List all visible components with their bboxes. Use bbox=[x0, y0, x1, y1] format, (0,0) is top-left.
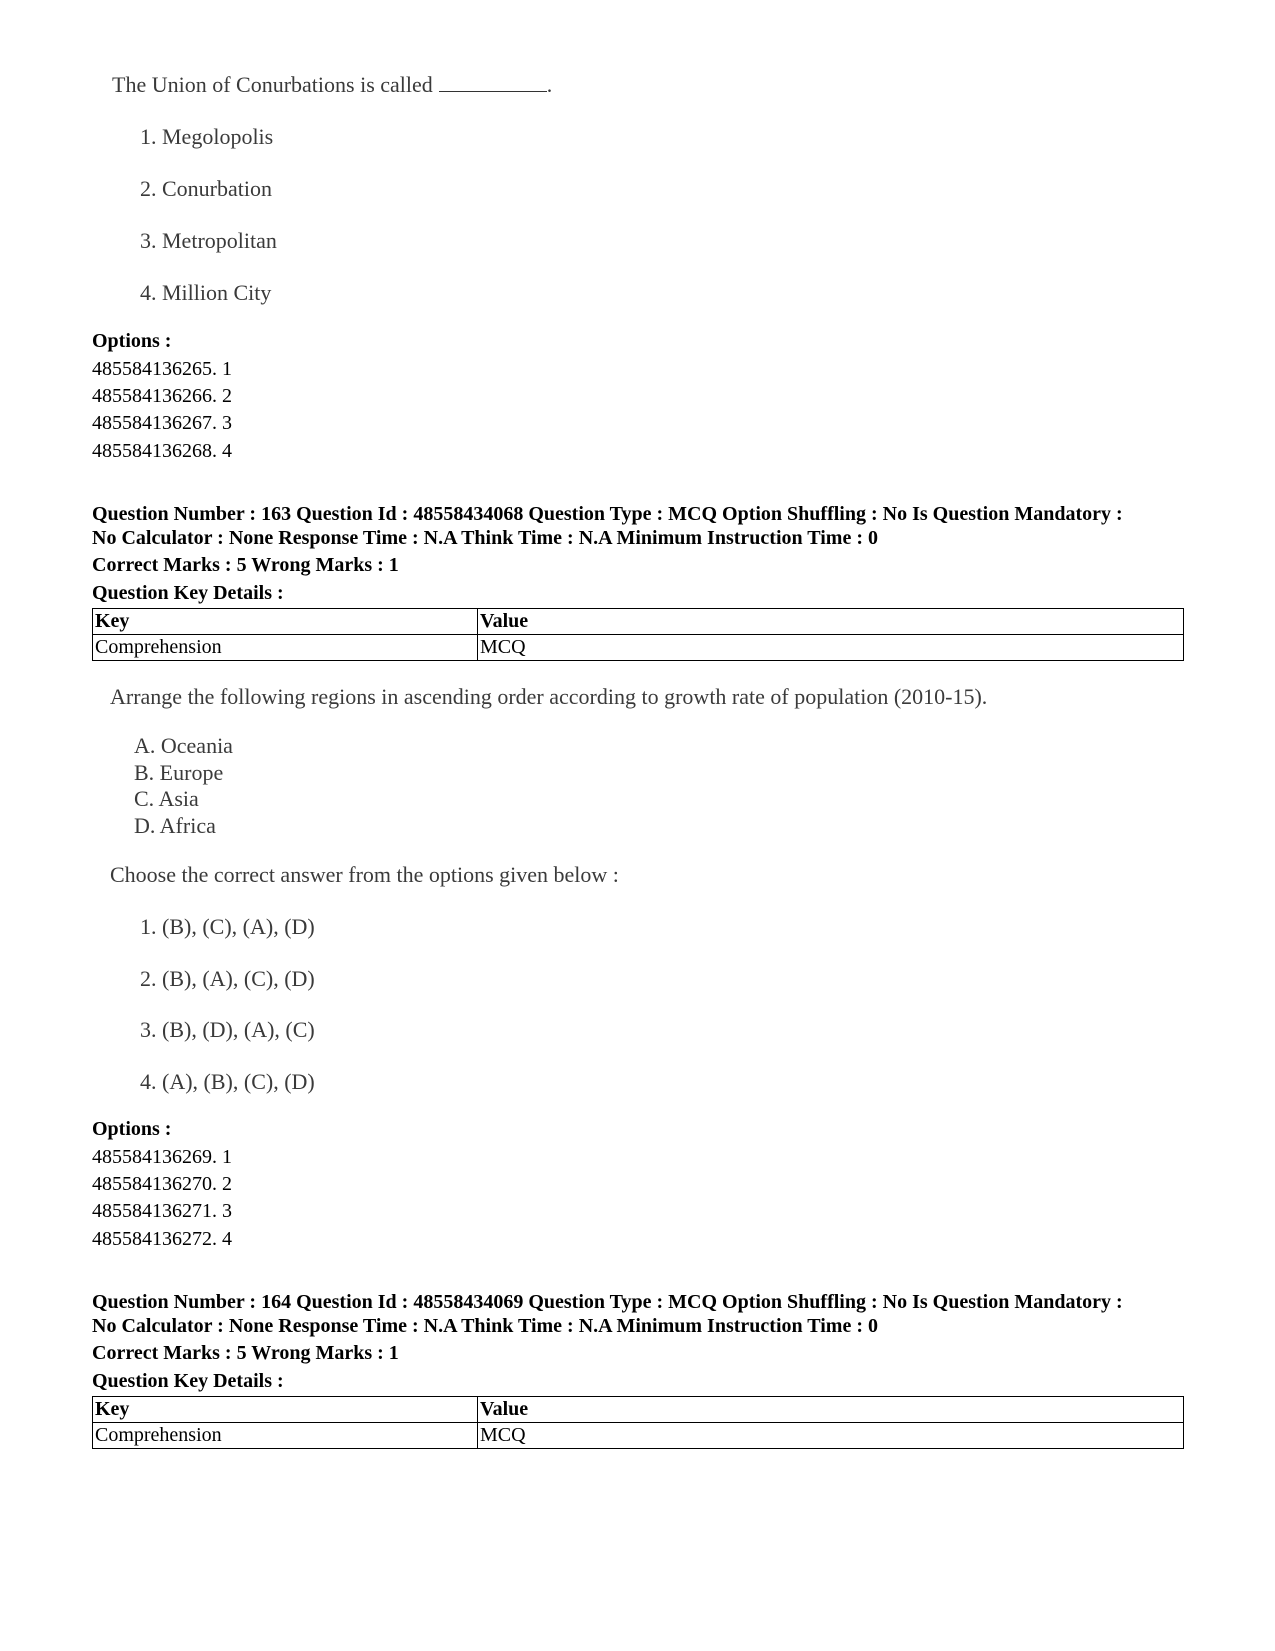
marks: Correct Marks : 5 Wrong Marks : 1 bbox=[92, 1342, 399, 1364]
marks: Correct Marks : 5 Wrong Marks : 1 bbox=[92, 554, 399, 576]
table-cell-value: MCQ bbox=[478, 635, 1184, 661]
option-id: 485584136265. 1 bbox=[92, 358, 232, 380]
region-item: A. Oceania bbox=[134, 733, 233, 758]
question-stem: The Union of Conurbations is called . bbox=[112, 72, 553, 97]
table-header-key: Key bbox=[93, 609, 478, 635]
option-id: 485584136272. 4 bbox=[92, 1228, 232, 1250]
table-cell-key: Comprehension bbox=[93, 635, 478, 661]
table-cell-value: MCQ bbox=[478, 1423, 1184, 1449]
table-cell-key: Comprehension bbox=[93, 1423, 478, 1449]
choice-item: 4. Million City bbox=[140, 280, 272, 305]
instruction: Choose the correct answer from the options given below : bbox=[110, 862, 619, 887]
table-header-value: Value bbox=[478, 609, 1184, 635]
options-label: Options : bbox=[92, 1118, 172, 1140]
region-item: D. Africa bbox=[134, 813, 216, 838]
choice-item: 4. (A), (B), (C), (D) bbox=[140, 1069, 315, 1094]
table-header-key: Key bbox=[93, 1397, 478, 1423]
option-id: 485584136266. 2 bbox=[92, 385, 232, 407]
key-details-table bbox=[92, 1396, 1184, 1449]
option-id: 485584136271. 3 bbox=[92, 1200, 232, 1222]
options-label: Options : bbox=[92, 330, 172, 352]
question-stem: Arrange the following regions in ascending order according to growth rate of population (2010-15). bbox=[110, 684, 988, 709]
table-row bbox=[93, 635, 1184, 661]
table-header-row bbox=[93, 1397, 1184, 1423]
choice-item: 2. (B), (A), (C), (D) bbox=[140, 966, 315, 991]
table-row bbox=[93, 1423, 1184, 1449]
choice-item: 3. (B), (D), (A), (C) bbox=[140, 1017, 315, 1042]
option-id: 485584136269. 1 bbox=[92, 1146, 232, 1168]
option-id: 485584136270. 2 bbox=[92, 1173, 232, 1195]
choice-item: 2. Conurbation bbox=[140, 176, 272, 201]
table-header-value: Value bbox=[478, 1397, 1184, 1423]
choice-item: 1. Megolopolis bbox=[140, 124, 274, 149]
region-item: B. Europe bbox=[134, 760, 224, 785]
table-header-row bbox=[93, 609, 1184, 635]
choice-item: 3. Metropolitan bbox=[140, 228, 277, 253]
key-details-table bbox=[92, 608, 1184, 661]
key-details-label: Question Key Details : bbox=[92, 582, 284, 604]
question-meta: Question Number : 163 Question Id : 48558434068 Question Type : MCQ Option Shuffling : No Is Question Mandatory : No Calculator : None Response Time : N.A Think Time : N.A Minimum Instruction Time : 0 bbox=[92, 503, 1123, 549]
choice-item: 1. (B), (C), (A), (D) bbox=[140, 914, 315, 939]
fill-blank bbox=[439, 73, 547, 92]
key-details-label: Question Key Details : bbox=[92, 1370, 284, 1392]
region-item: C. Asia bbox=[134, 786, 199, 811]
option-id: 485584136267. 3 bbox=[92, 412, 232, 434]
question-meta: Question Number : 164 Question Id : 48558434069 Question Type : MCQ Option Shuffling : No Is Question Mandatory : No Calculator : None Response Time : N.A Think Time : N.A Minimum Instruction Time : 0 bbox=[92, 1291, 1123, 1337]
option-id: 485584136268. 4 bbox=[92, 440, 232, 462]
